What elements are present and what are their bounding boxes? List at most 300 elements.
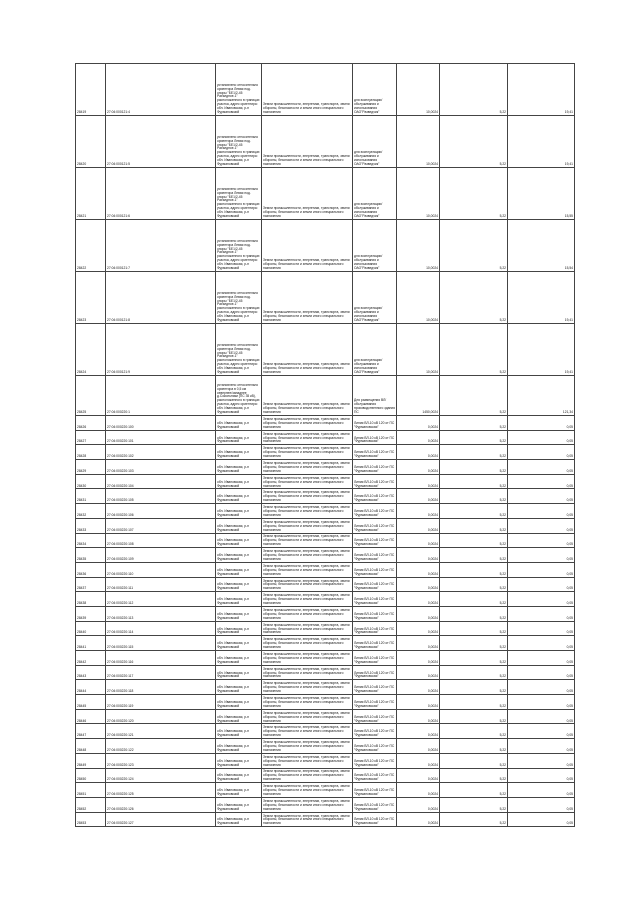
table-row [76, 220, 575, 272]
tax-sum: 0,05 [508, 606, 575, 621]
row-number: 28437 [76, 577, 106, 592]
cadastral-number: 27:04:000220:117 [106, 665, 216, 680]
area-value: 0,0024 [397, 416, 440, 431]
tax-sum: 0,05 [508, 416, 575, 431]
location-address: обл. Ивановская, р-н Фурмановский [216, 739, 262, 754]
location-address: обл. Ивановская, р-н Фурмановский [216, 474, 262, 489]
permitted-use: Линия ВЛ-10 кВ 120 от ПС "Фурмановская" [353, 460, 397, 475]
rate-value: 5,22 [440, 168, 508, 220]
land-category: Земли промышленности, энергетики, транспорта, земли обороны, безопасности и земли иного специального назначения [262, 577, 353, 592]
location-address: обл. Ивановская, р-н Фурмановский [216, 665, 262, 680]
rate-value: 5,22 [440, 548, 508, 563]
table-row [76, 651, 575, 666]
row-number: 28439 [76, 606, 106, 621]
tax-sum: 15,55 [508, 168, 575, 220]
location-address: обл. Ивановская, р-н Фурмановский [216, 753, 262, 768]
table-row [76, 430, 575, 445]
location-address: обл. Ивановская, р-н Фурмановский [216, 768, 262, 783]
permitted-use: Линия ВЛ-10 кВ 120 от ПС "Фурмановская" [353, 606, 397, 621]
tax-sum: 19,41 [508, 272, 575, 324]
row-number: 28431 [76, 489, 106, 504]
tax-sum: 15,54 [508, 220, 575, 272]
area-value: 0,0024 [397, 768, 440, 783]
permitted-use: Линия ВЛ-10 кВ 120 от ПС "Фурмановская" [353, 445, 397, 460]
area-value: 0,0024 [397, 812, 440, 827]
location-address: обл. Ивановская, р-н Фурмановский [216, 592, 262, 607]
rate-value: 5,22 [440, 220, 508, 272]
area-value: 0,0024 [397, 636, 440, 651]
land-category: Земли промышленности, энергетики, транспорта, земли обороны, безопасности и земли иного специального назначения [262, 753, 353, 768]
location-address: обл. Ивановская, р-н Фурмановский [216, 783, 262, 798]
permitted-use: для эксплуатации/обслуживания и использования ОАО"Разведчик" [353, 272, 397, 324]
location-address: обл. Ивановская, р-н Фурмановский [216, 797, 262, 812]
area-value: 1450,0024 [397, 376, 440, 416]
permitted-use: для эксплуатации/обслуживания и использования ОАО"Разведчик" [353, 64, 397, 116]
table-row [76, 577, 575, 592]
land-category: Земли промышленности, энергетики, транспорта, земли обороны, безопасности и земли иного специального назначения [262, 592, 353, 607]
land-category: Земли промышленности, энергетики, транспорта, земли обороны, безопасности и земли иного специального назначения [262, 445, 353, 460]
permitted-use: Для размещения ВЛ/обслуживания производственного здания ПС [353, 376, 397, 416]
location-address: обл. Ивановская, р-н Фурмановский [216, 416, 262, 431]
cadastral-number: 27:04:000220:111 [106, 577, 216, 592]
location-address: обл. Ивановская, р-н Фурмановский [216, 460, 262, 475]
row-number: 28452 [76, 797, 106, 812]
tax-sum: 0,05 [508, 621, 575, 636]
permitted-use: Линия ВЛ-10 кВ 120 от ПС "Фурмановская" [353, 812, 397, 827]
tax-sum: 19,41 [508, 116, 575, 168]
permitted-use: Линия ВЛ-10 кВ 120 от ПС "Фурмановская" [353, 430, 397, 445]
land-category: Земли промышленности, энергетики, транспорта, земли обороны, безопасности и земли иного специального назначения [262, 518, 353, 533]
location-address: обл. Ивановская, р-н Фурмановский [216, 651, 262, 666]
area-value: 0,0024 [397, 430, 440, 445]
land-category: Земли промышленности, энергетики, транспорта, земли обороны, безопасности и земли иного специального назначения [262, 680, 353, 695]
table-row [76, 533, 575, 548]
row-number: 28441 [76, 636, 106, 651]
tax-sum: 0,05 [508, 651, 575, 666]
cadastral-number: 27:04:000220:102 [106, 445, 216, 460]
area-value: 0,0024 [397, 709, 440, 724]
area-value: 0,0024 [397, 724, 440, 739]
tax-sum: 0,05 [508, 783, 575, 798]
land-category: Земли промышленности, энергетики, транспорта, земли обороны, безопасности и земли иного специального назначения [262, 724, 353, 739]
permitted-use: Линия ВЛ-10 кВ 120 от ПС "Фурмановская" [353, 753, 397, 768]
tax-sum: 0,05 [508, 460, 575, 475]
table-row [76, 592, 575, 607]
row-number: 28427 [76, 430, 106, 445]
area-value: 0,0024 [397, 695, 440, 710]
table-row [76, 445, 575, 460]
area-value: 0,0024 [397, 518, 440, 533]
tax-sum: 0,05 [508, 474, 575, 489]
land-category: Земли промышленности, энергетики, транспорта, земли обороны, безопасности и земли иного специального назначения [262, 665, 353, 680]
row-number: 28434 [76, 533, 106, 548]
rate-value: 5,22 [440, 504, 508, 519]
cadastral-number: 27:04:000220:109 [106, 548, 216, 563]
location-address: обл. Ивановская, р-н Фурмановский [216, 606, 262, 621]
land-category: Земли промышленности, энергетики, транспорта, земли обороны, безопасности и земли иного специального назначения [262, 606, 353, 621]
rate-value: 5,22 [440, 651, 508, 666]
location-address: обл. Ивановская, р-н Фурмановский [216, 636, 262, 651]
rate-value: 5,22 [440, 812, 508, 827]
tax-sum: 0,05 [508, 562, 575, 577]
rate-value: 5,22 [440, 768, 508, 783]
rate-value: 5,22 [440, 621, 508, 636]
land-category: Земли промышленности, энергетики, транспорта, земли обороны, безопасности и земли иного специального назначения [262, 783, 353, 798]
location-address: обл. Ивановская, р-н Фурмановский [216, 518, 262, 533]
area-value: 0,0024 [397, 548, 440, 563]
table-row [76, 812, 575, 827]
table-row [76, 416, 575, 431]
table-row [76, 548, 575, 563]
permitted-use: Линия ВЛ-10 кВ 120 от ПС "Фурмановская" [353, 680, 397, 695]
land-category: Земли промышленности, энергетики, транспорта, земли обороны, безопасности и земли иного специального назначения [262, 168, 353, 220]
land-category: Земли промышленности, энергетики, транспорта, земли обороны, безопасности и земли иного специального назначения [262, 695, 353, 710]
table-row [76, 739, 575, 754]
area-value: 0,0024 [397, 651, 440, 666]
permitted-use: Линия ВЛ-10 кВ 120 от ПС "Фурмановская" [353, 533, 397, 548]
table-row [76, 606, 575, 621]
area-value: 10,0024 [397, 272, 440, 324]
cadastral-number: 27:04:000220:122 [106, 739, 216, 754]
rate-value: 5,22 [440, 636, 508, 651]
table-row [76, 489, 575, 504]
permitted-use: для эксплуатации/обслуживания и использования ОАО"Разведчик" [353, 324, 397, 376]
row-number: 28424 [76, 324, 106, 376]
cadastral-number: 27:04:000220:125 [106, 783, 216, 798]
rate-value: 5,22 [440, 797, 508, 812]
rate-value: 5,22 [440, 376, 508, 416]
rate-value: 5,22 [440, 606, 508, 621]
table-row [76, 518, 575, 533]
permitted-use: Линия ВЛ-10 кВ 120 от ПС "Фурмановская" [353, 709, 397, 724]
tax-sum: 0,05 [508, 518, 575, 533]
permitted-use: Линия ВЛ-10 кВ 120 от ПС "Фурмановская" [353, 548, 397, 563]
rate-value: 5,22 [440, 116, 508, 168]
rate-value: 5,22 [440, 695, 508, 710]
rate-value: 5,22 [440, 783, 508, 798]
area-value: 0,0024 [397, 621, 440, 636]
row-number: 28422 [76, 220, 106, 272]
row-number: 28447 [76, 724, 106, 739]
area-value: 0,0024 [397, 606, 440, 621]
cadastral-number: 27:04:000220:123 [106, 753, 216, 768]
permitted-use: Линия ВЛ-10 кВ 120 от ПС "Фурмановская" [353, 518, 397, 533]
table-row [76, 376, 575, 416]
permitted-use: для эксплуатации/обслуживания и использования ОАО"Разведчик" [353, 168, 397, 220]
land-category: Земли промышленности, энергетики, транспорта, земли обороны, безопасности и земли иного специального назначения [262, 416, 353, 431]
location-address: установлено относительно ориентира Левая под. опоры "БЕ1/2-45 Разъедное-1" расположенного в границах участка, адрес ориентира: обл. Ивановская, р-н Фурмановский [216, 64, 262, 116]
rate-value: 5,22 [440, 739, 508, 754]
table-row [76, 562, 575, 577]
land-category: Земли промышленности, энергетики, транспорта, земли обороны, безопасности и земли иного специального назначения [262, 474, 353, 489]
land-category: Земли промышленности, энергетики, транспорта, земли обороны, безопасности и земли иного специального назначения [262, 489, 353, 504]
cadastral-number: 27:04:000220:115 [106, 636, 216, 651]
location-address: обл. Ивановская, р-н Фурмановский [216, 812, 262, 827]
cadastral-number: 27:04:000220:112 [106, 592, 216, 607]
location-address: установлено относительно ориентира Левая под. опоры "БЕ1/2-45 Разъедное-1" расположенного в границах участка, адрес ориентира: обл. Ивановская, р-н Фурмановский [216, 272, 262, 324]
rate-value: 5,22 [440, 445, 508, 460]
area-value: 0,0024 [397, 445, 440, 460]
permitted-use: Линия ВЛ-10 кВ 120 от ПС "Фурмановская" [353, 695, 397, 710]
cadastral-number: 27:04:000220:105 [106, 489, 216, 504]
row-number: 28442 [76, 651, 106, 666]
tax-sum: 0,05 [508, 797, 575, 812]
rate-value: 5,22 [440, 562, 508, 577]
land-category: Земли промышленности, энергетики, транспорта, земли обороны, безопасности и земли иного специального назначения [262, 621, 353, 636]
area-value: 0,0024 [397, 665, 440, 680]
tax-sum: 0,05 [508, 548, 575, 563]
land-category: Земли промышленности, энергетики, транспорта, земли обороны, безопасности и земли иного специального назначения [262, 562, 353, 577]
land-category: Земли промышленности, энергетики, транспорта, земли обороны, безопасности и земли иного специального назначения [262, 651, 353, 666]
row-number: 28449 [76, 753, 106, 768]
area-value: 0,0024 [397, 592, 440, 607]
land-category: Земли промышленности, энергетики, транспорта, земли обороны, безопасности и земли иного специального назначения [262, 533, 353, 548]
area-value: 10,0024 [397, 64, 440, 116]
tax-sum: 0,05 [508, 504, 575, 519]
permitted-use: для эксплуатации/обслуживания и использования ОАО"Разведчик" [353, 116, 397, 168]
rate-value: 5,22 [440, 753, 508, 768]
land-category: Земли промышленности, энергетики, транспорта, земли обороны, безопасности и земли иного специального назначения [262, 430, 353, 445]
area-value: 10,0024 [397, 324, 440, 376]
rate-value: 5,22 [440, 430, 508, 445]
table-row [76, 474, 575, 489]
row-number: 28428 [76, 445, 106, 460]
permitted-use: Линия ВЛ-10 кВ 120 от ПС "Фурмановская" [353, 621, 397, 636]
cadastral-number: 27:04:000121:7 [106, 220, 216, 272]
table-row [76, 753, 575, 768]
cadastral-number: 27:04:000220:118 [106, 680, 216, 695]
rate-value: 5,22 [440, 64, 508, 116]
location-address: установлено относительно ориентира Левая под. опоры "БЕ1/2-45 Разъедное-1" расположенного в границах участка, адрес ориентира: обл. Ивановская, р-н Фурмановский [216, 168, 262, 220]
row-number: 28419 [76, 64, 106, 116]
location-address: обл. Ивановская, р-н Фурмановский [216, 695, 262, 710]
area-value: 0,0024 [397, 460, 440, 475]
rate-value: 5,22 [440, 665, 508, 680]
tax-sum: 19,41 [508, 64, 575, 116]
tax-sum: 121,34 [508, 376, 575, 416]
land-category: Земли промышленности, энергетики, транспорта, земли обороны, безопасности и земли иного специального назначения [262, 64, 353, 116]
table-row [76, 621, 575, 636]
row-number: 28435 [76, 548, 106, 563]
rate-value: 5,22 [440, 709, 508, 724]
table-row [76, 168, 575, 220]
permitted-use: Линия ВЛ-10 кВ 120 от ПС "Фурмановская" [353, 665, 397, 680]
location-address: обл. Ивановская, р-н Фурмановский [216, 533, 262, 548]
land-category: Земли промышленности, энергетики, транспорта, земли обороны, безопасности и земли иного специального назначения [262, 548, 353, 563]
table-row [76, 680, 575, 695]
location-address: обл. Ивановская, р-н Фурмановский [216, 709, 262, 724]
row-number: 28432 [76, 504, 106, 519]
area-value: 0,0024 [397, 577, 440, 592]
permitted-use: для эксплуатации/обслуживания и использования ОАО"Разведчик" [353, 220, 397, 272]
location-address: установлено относительно ориентира Левая под. опоры "БЕ1/2-45 Разъедное-1" расположенного в границах участка, адрес ориентира: обл. Ивановская, р-н Фурмановский [216, 220, 262, 272]
land-category: Земли промышленности, энергетики, транспорта, земли обороны, безопасности и земли иного специального назначения [262, 636, 353, 651]
table-row [76, 324, 575, 376]
permitted-use: Линия ВЛ-10 кВ 120 от ПС "Фурмановская" [353, 768, 397, 783]
area-value: 0,0024 [397, 504, 440, 519]
cadastral-number: 27:04:000121:5 [106, 116, 216, 168]
cadastral-number: 27:04:000220:126 [106, 797, 216, 812]
land-category: Земли промышленности, энергетики, транспорта, земли обороны, безопасности и земли иного специального назначения [262, 220, 353, 272]
cadastral-number: 27:04:000220:103 [106, 460, 216, 475]
location-address: установлено относительно ориентира Левая под. опоры "БЕ1/2-45 Разъедное-1" расположенного в границах участка, адрес ориентира: обл. Ивановская, р-н Фурмановский [216, 116, 262, 168]
table-row [76, 709, 575, 724]
land-category: Земли промышленности, энергетики, транспорта, земли обороны, безопасности и земли иного специального назначения [262, 768, 353, 783]
tax-sum: 0,05 [508, 489, 575, 504]
tax-sum: 0,05 [508, 665, 575, 680]
rate-value: 5,22 [440, 724, 508, 739]
permitted-use: Линия ВЛ-10 кВ 120 от ПС "Фурмановская" [353, 636, 397, 651]
cadastral-number: 27:04:000220:124 [106, 768, 216, 783]
row-number: 28423 [76, 272, 106, 324]
cadastral-number: 27:04:000220:100 [106, 416, 216, 431]
permitted-use: Линия ВЛ-10 кВ 120 от ПС "Фурмановская" [353, 416, 397, 431]
permitted-use: Линия ВЛ-10 кВ 120 от ПС "Фурмановская" [353, 783, 397, 798]
permitted-use: Линия ВЛ-10 кВ 120 от ПС "Фурмановская" [353, 504, 397, 519]
row-number: 28425 [76, 376, 106, 416]
land-register-table [75, 63, 575, 827]
table-row [76, 272, 575, 324]
table-row [76, 636, 575, 651]
cadastral-number: 27:04:000220:110 [106, 562, 216, 577]
tax-sum: 0,05 [508, 445, 575, 460]
permitted-use: Линия ВЛ-10 кВ 120 от ПС "Фурмановская" [353, 474, 397, 489]
location-address: обл. Ивановская, р-н Фурмановский [216, 445, 262, 460]
location-address: обл. Ивановская, р-н Фурмановский [216, 562, 262, 577]
land-category: Земли промышленности, энергетики, транспорта, земли обороны, безопасности и земли иного специального назначения [262, 797, 353, 812]
rate-value: 5,22 [440, 416, 508, 431]
location-address: обл. Ивановская, р-н Фурмановский [216, 430, 262, 445]
location-address: обл. Ивановская, р-н Фурмановский [216, 504, 262, 519]
cadastral-number: 27:04:000220:121 [106, 724, 216, 739]
land-category: Земли промышленности, энергетики, транспорта, земли обороны, безопасности и земли иного специального назначения [262, 324, 353, 376]
row-number: 28429 [76, 460, 106, 475]
area-value: 0,0024 [397, 474, 440, 489]
row-number: 28448 [76, 739, 106, 754]
tax-sum: 0,05 [508, 724, 575, 739]
rate-value: 5,22 [440, 518, 508, 533]
tax-sum: 19,41 [508, 324, 575, 376]
row-number: 28421 [76, 168, 106, 220]
cadastral-number: 27:04:000220:101 [106, 430, 216, 445]
row-number: 28451 [76, 783, 106, 798]
area-value: 0,0024 [397, 680, 440, 695]
tax-sum: 0,05 [508, 739, 575, 754]
table-body [76, 64, 575, 827]
row-number: 28444 [76, 680, 106, 695]
rate-value: 5,22 [440, 680, 508, 695]
table-row [76, 768, 575, 783]
tax-sum: 0,05 [508, 753, 575, 768]
tax-sum: 0,05 [508, 636, 575, 651]
cadastral-number: 27:04:000220:119 [106, 695, 216, 710]
rate-value: 5,22 [440, 460, 508, 475]
area-value: 10,0024 [397, 116, 440, 168]
area-value: 0,0024 [397, 739, 440, 754]
row-number: 28440 [76, 621, 106, 636]
cadastral-number: 27:04:000220:106 [106, 504, 216, 519]
rate-value: 5,22 [440, 577, 508, 592]
tax-sum: 0,05 [508, 709, 575, 724]
area-value: 0,0024 [397, 562, 440, 577]
row-number: 28446 [76, 709, 106, 724]
location-address: обл. Ивановская, р-н Фурмановский [216, 724, 262, 739]
permitted-use: Линия ВЛ-10 кВ 120 от ПС "Фурмановская" [353, 592, 397, 607]
cadastral-number: 27:04:000220:104 [106, 474, 216, 489]
row-number: 28436 [76, 562, 106, 577]
area-value: 0,0024 [397, 797, 440, 812]
permitted-use: Линия ВЛ-10 кВ 120 от ПС "Фурмановская" [353, 562, 397, 577]
row-number: 28430 [76, 474, 106, 489]
table-row [76, 724, 575, 739]
tax-sum: 0,05 [508, 577, 575, 592]
tax-sum: 0,05 [508, 592, 575, 607]
rate-value: 5,22 [440, 489, 508, 504]
cadastral-number: 27:04:000220:108 [106, 533, 216, 548]
location-address: установлено относительно ориентира в 0,5 км севернее/западнее д.Сокольники (ПС 35 кВ), расположенного в границах участка, адрес ориентира: обл. Ивановская, р-н Фурмановский [216, 376, 262, 416]
land-category: Земли промышленности, энергетики, транспорта, земли обороны, безопасности и земли иного специального назначения [262, 739, 353, 754]
cadastral-number: 27:04:000220:1 [106, 376, 216, 416]
cadastral-number: 27:04:000121:4 [106, 64, 216, 116]
location-address: обл. Ивановская, р-н Фурмановский [216, 489, 262, 504]
row-number: 28438 [76, 592, 106, 607]
tax-sum: 0,05 [508, 812, 575, 827]
area-value: 0,0024 [397, 783, 440, 798]
rate-value: 5,22 [440, 272, 508, 324]
row-number: 28450 [76, 768, 106, 783]
area-value: 10,0024 [397, 220, 440, 272]
tax-sum: 0,05 [508, 533, 575, 548]
tax-sum: 0,05 [508, 695, 575, 710]
location-address: обл. Ивановская, р-н Фурмановский [216, 621, 262, 636]
cadastral-number: 27:04:000121:6 [106, 168, 216, 220]
cadastral-number: 27:04:000220:116 [106, 651, 216, 666]
row-number: 28453 [76, 812, 106, 827]
row-number: 28445 [76, 695, 106, 710]
cadastral-number: 27:04:000220:113 [106, 606, 216, 621]
row-number: 28433 [76, 518, 106, 533]
land-category: Земли промышленности, энергетики, транспорта, земли обороны, безопасности и земли иного специального назначения [262, 504, 353, 519]
land-category: Земли промышленности, энергетики, транспорта, земли обороны, безопасности и земли иного специального назначения [262, 376, 353, 416]
land-category: Земли промышленности, энергетики, транспорта, земли обороны, безопасности и земли иного специального назначения [262, 116, 353, 168]
table-row [76, 783, 575, 798]
rate-value: 5,22 [440, 592, 508, 607]
rate-value: 5,22 [440, 324, 508, 376]
row-number: 28426 [76, 416, 106, 431]
location-address: обл. Ивановская, р-н Фурмановский [216, 548, 262, 563]
table-row [76, 64, 575, 116]
land-category: Земли промышленности, энергетики, транспорта, земли обороны, безопасности и земли иного специального назначения [262, 812, 353, 827]
table-row [76, 797, 575, 812]
area-value: 0,0024 [397, 753, 440, 768]
table-row [76, 665, 575, 680]
cadastral-number: 27:04:000121:9 [106, 324, 216, 376]
table-row [76, 460, 575, 475]
tax-sum: 0,05 [508, 680, 575, 695]
cadastral-number: 27:04:000220:114 [106, 621, 216, 636]
row-number: 28443 [76, 665, 106, 680]
table-row [76, 695, 575, 710]
area-value: 0,0024 [397, 489, 440, 504]
cadastral-number: 27:04:000220:127 [106, 812, 216, 827]
location-address: обл. Ивановская, р-н Фурмановский [216, 577, 262, 592]
land-category: Земли промышленности, энергетики, транспорта, земли обороны, безопасности и земли иного специального назначения [262, 709, 353, 724]
permitted-use: Линия ВЛ-10 кВ 120 от ПС "Фурмановская" [353, 577, 397, 592]
location-address: обл. Ивановская, р-н Фурмановский [216, 680, 262, 695]
permitted-use: Линия ВЛ-10 кВ 120 от ПС "Фурмановская" [353, 651, 397, 666]
rate-value: 5,22 [440, 474, 508, 489]
cadastral-number: 27:04:000121:8 [106, 272, 216, 324]
